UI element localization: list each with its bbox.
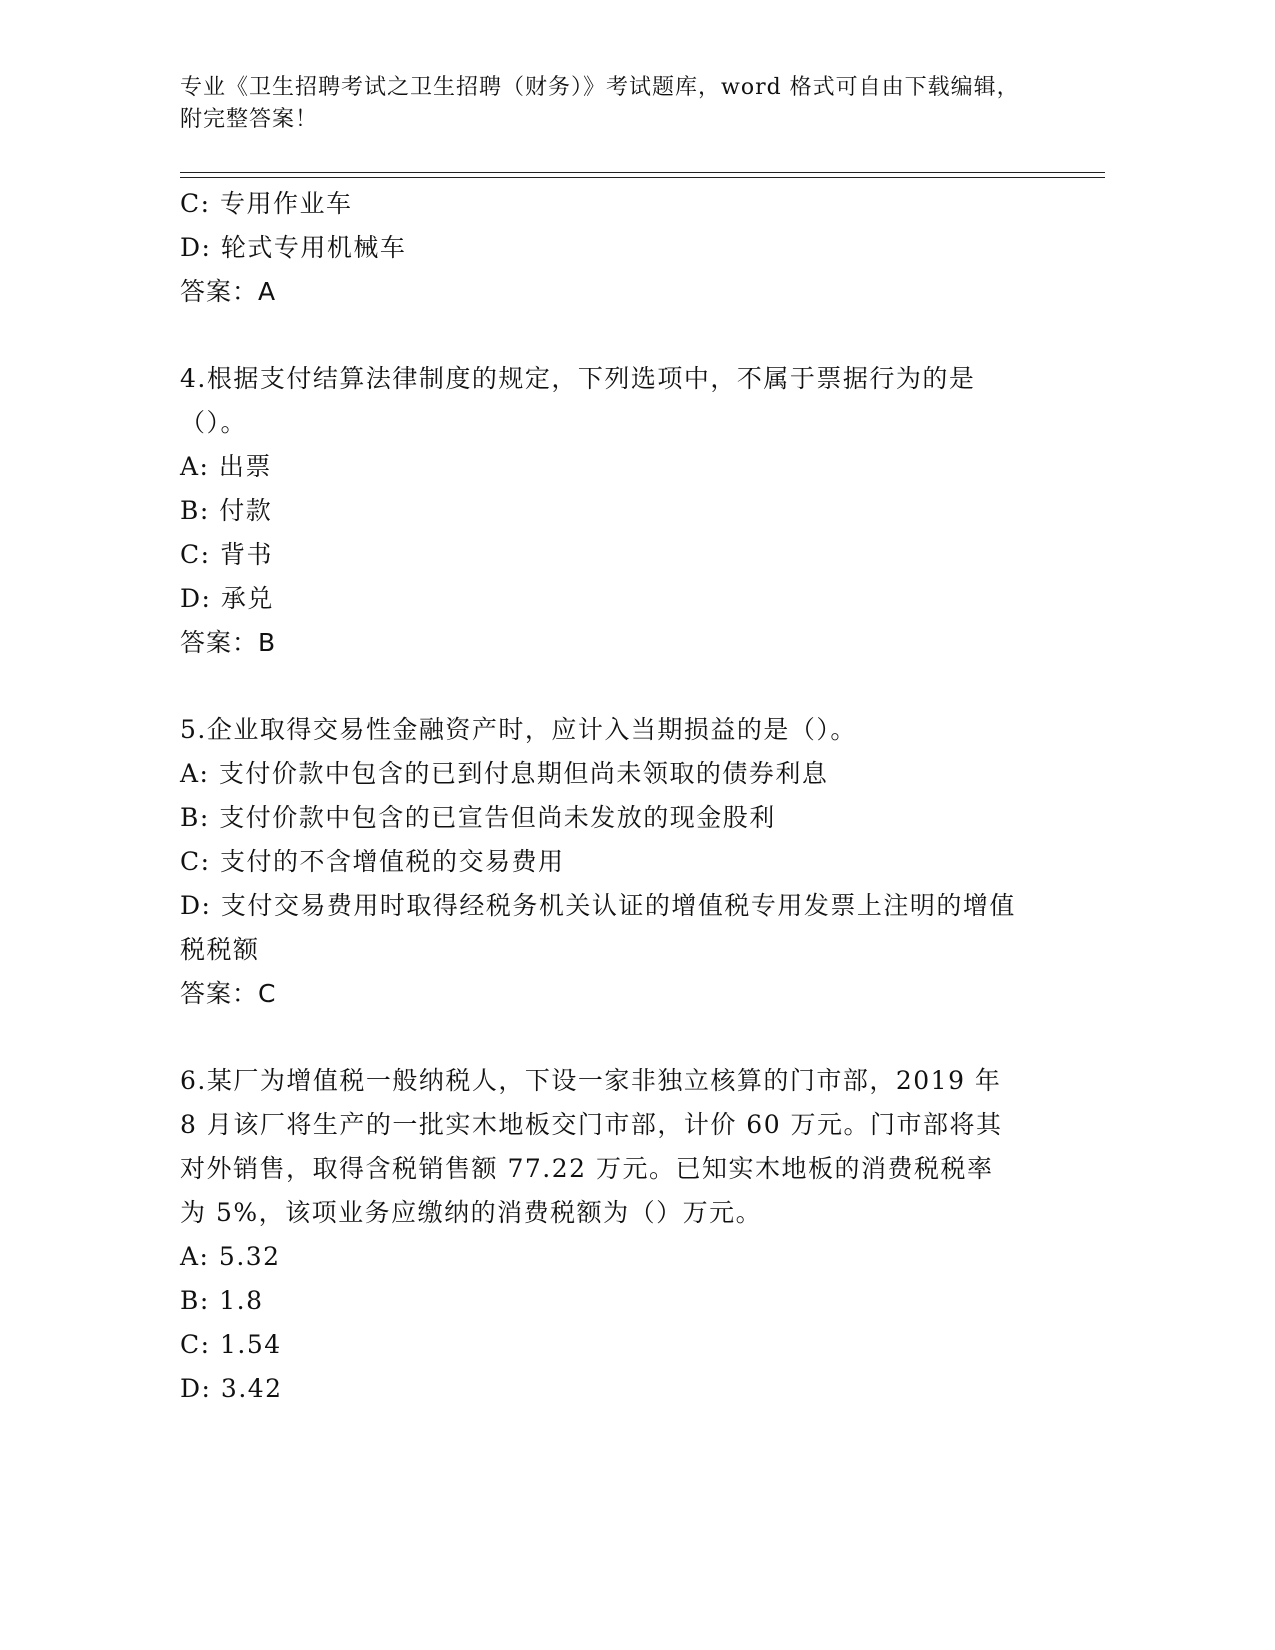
option-b: B: 1.8 [180, 1286, 264, 1315]
question-stem-line: 5.企业取得交易性金融资产时，应计入当期损益的是（）。 [180, 715, 857, 744]
question-stem-line: 8 月该厂将生产的一批实木地板交门市部，计价 60 万元。门市部将其 [180, 1110, 1003, 1139]
question-stem-line: 对外销售，取得含税销售额 77.22 万元。已知实木地板的消费税税率 [180, 1154, 994, 1183]
option-b: B: 支付价款中包含的已宣告但尚未发放的现金股利 [180, 803, 776, 832]
option-c: C: 支付的不含增值税的交易费用 [180, 847, 565, 876]
option-b: B: 付款 [180, 496, 273, 525]
question-list [180, 182, 1040, 1411]
document-header [180, 72, 1040, 136]
option-c: C: 背书 [180, 540, 273, 569]
header-divider [180, 172, 1105, 178]
option-d: D: 3.42 [180, 1374, 283, 1403]
header-text: 专业《卫生招聘考试之卫生招聘（财务）》考试题库，word 格式可自由下载编辑，附完整答案！ [180, 75, 1020, 132]
question-stem-line: 6.某厂为增值税一般纳税人，下设一家非独立核算的门市部，2019 年 [180, 1066, 1002, 1095]
option-c: C: 专用作业车 [180, 189, 353, 218]
option-c: C: 1.54 [180, 1330, 282, 1359]
option-d: D: 承兑 [180, 584, 274, 613]
question-3-tail [180, 182, 1040, 314]
option-d: D: 轮式专用机械车 [180, 233, 407, 262]
answer-line: 答案：A [180, 277, 277, 306]
question-5 [180, 708, 1040, 1016]
option-a: A: 5.32 [180, 1242, 281, 1271]
question-stem-line: 为 5%，该项业务应缴纳的消费税额为（）万元。 [180, 1198, 763, 1227]
option-d: D: 支付交易费用时取得经税务机关认证的增值税专用发票上注明的增值税税额 [180, 891, 1016, 964]
question-stem-line: （）。 [180, 408, 248, 437]
answer-line: 答案：B [180, 628, 277, 657]
question-4 [180, 357, 1040, 665]
option-a: A: 支付价款中包含的已到付息期但尚未领取的债券利息 [180, 759, 829, 788]
question-6 [180, 1059, 1040, 1411]
answer-line: 答案：C [180, 979, 277, 1008]
option-a: A: 出票 [180, 452, 272, 481]
question-stem-line: 4.根据支付结算法律制度的规定，下列选项中，不属于票据行为的是 [180, 364, 976, 393]
